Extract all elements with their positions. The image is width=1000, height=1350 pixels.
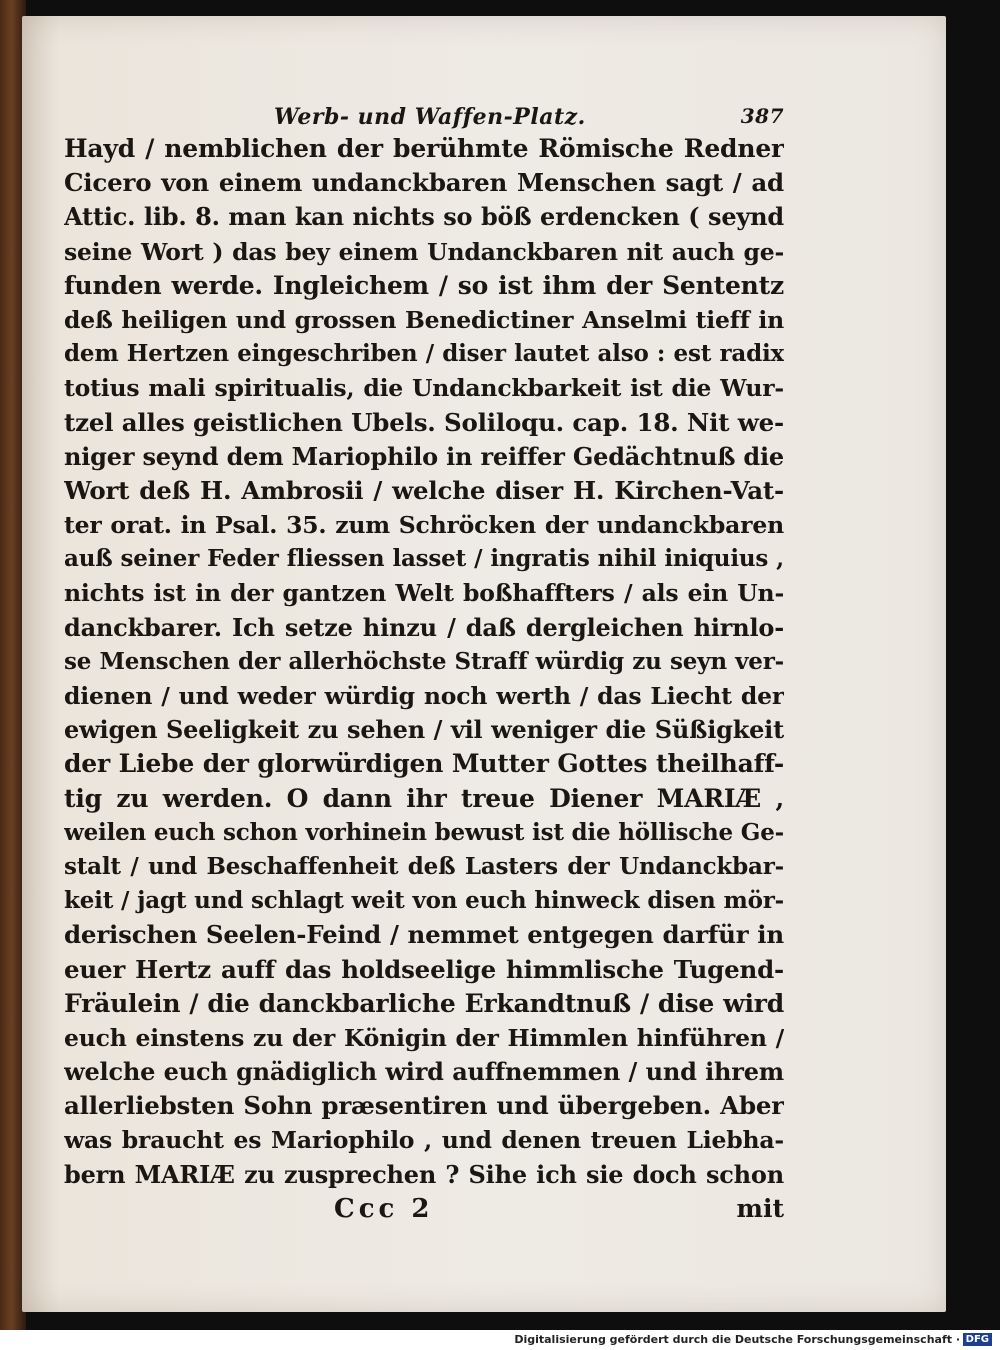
- signature-mark: Ccc 2: [334, 1193, 434, 1224]
- text-line: ter orat. in Psal. 35. zum Schröcken der undanckbaren: [64, 511, 784, 540]
- text-line: totius mali spiritualis, die Undanckbarkeit ist die Wur-: [64, 374, 784, 403]
- footer-bar: [0, 1330, 1000, 1350]
- body-text: [64, 132, 784, 1192]
- text-line: se Menschen der allerhöchste Straff würdig zu seyn ver-: [64, 647, 784, 675]
- book-page: [22, 16, 946, 1312]
- text-line: funden werde. Ingleichem / so ist ihm der Sententz: [64, 270, 784, 300]
- text-line: Cicero von einem undanckbaren Menschen sagt / ad: [64, 168, 784, 198]
- text-line: euch einstens zu der Königin der Himmlen hinführen /: [64, 1023, 784, 1052]
- running-head: [64, 98, 784, 132]
- text-line: euer Hertz auff das holdseelige himmlische Tugend-: [64, 954, 784, 984]
- text-line: Attic. lib. 8. man kan nichts so böß erdencken ( seynd: [64, 202, 784, 232]
- text-line: bern MARIÆ zu zusprechen ? Sihe ich sie doch schon: [64, 1159, 784, 1189]
- page-number: 387: [740, 104, 784, 128]
- text-line: ewigen Seeligkeit zu sehen / vil weniger die Süßigkeit: [64, 715, 784, 745]
- text-line: stalt / und Beschaffenheit deß Lasters der Undanckbar-: [64, 852, 784, 880]
- text-line: tig zu werden. O dann ihr treue Diener MARIÆ ,: [64, 783, 784, 813]
- text-line: Fräulein / die danckbarliche Erkandtnuß / dise wird: [64, 988, 784, 1018]
- dfg-logo: DFG: [963, 1333, 992, 1346]
- running-title: Werb- und Waffen-Platz.: [274, 104, 586, 130]
- text-line: derischen Seelen-Feind / nemmet entgegen darfür in: [64, 920, 784, 950]
- text-line: niger seynd dem Mariophilo in reiffer Gedächtnuß die: [64, 441, 784, 471]
- text-line: dem Hertzen eingeschriben / diser lautet also : est radix: [64, 340, 784, 368]
- text-line: Hayd / nemblichen der berühmte Römische Redner: [64, 134, 784, 163]
- text-line: tzel alles geistlichen Ubels. Soliloqu. cap. 18. Nit we-: [64, 407, 784, 437]
- text-line: danckbarer. Ich setze hinzu / daß dergleichen hirnlo-: [64, 612, 784, 642]
- text-line: allerliebsten Sohn præsentiren und übergeben. Aber: [64, 1091, 784, 1121]
- text-line: was braucht es Mariophilo , und denen treuen Liebha-: [64, 1126, 784, 1155]
- page-footer-line: [64, 1194, 784, 1230]
- text-line: welche euch gnädiglich wird auffnemmen / und ihrem: [64, 1057, 784, 1087]
- text-line: weilen euch schon vorhinein bewust ist die höllische Ge-: [64, 818, 784, 846]
- catchword: mit: [736, 1193, 784, 1223]
- text-line: seine Wort ) das bey einem Undanckbaren nit auch ge-: [64, 237, 784, 266]
- text-line: dienen / und weder würdig noch werth / das Liecht der: [64, 682, 784, 710]
- text-line: Wort deß H. Ambrosii / welche diser H. Kirchen-Vat-: [64, 475, 784, 505]
- text-block: [64, 98, 784, 1230]
- text-line: nichts ist in der gantzen Welt boßhaffters / als ein Un-: [64, 579, 784, 608]
- text-line: deß heiligen und grossen Benedictiner Anselmi tieff in: [64, 305, 784, 334]
- text-line: keit / jagt und schlagt weit von euch hinweck disen mör-: [64, 887, 784, 915]
- text-line: auß seiner Feder fliessen lasset / ingratis nihil iniquius ,: [64, 545, 784, 573]
- text-line: der Liebe der glorwürdigen Mutter Gottes theilhaff-: [64, 749, 784, 779]
- credit-text: Digitalisierung gefördert durch die Deutsche Forschungsgemeinschaft ·: [514, 1333, 960, 1346]
